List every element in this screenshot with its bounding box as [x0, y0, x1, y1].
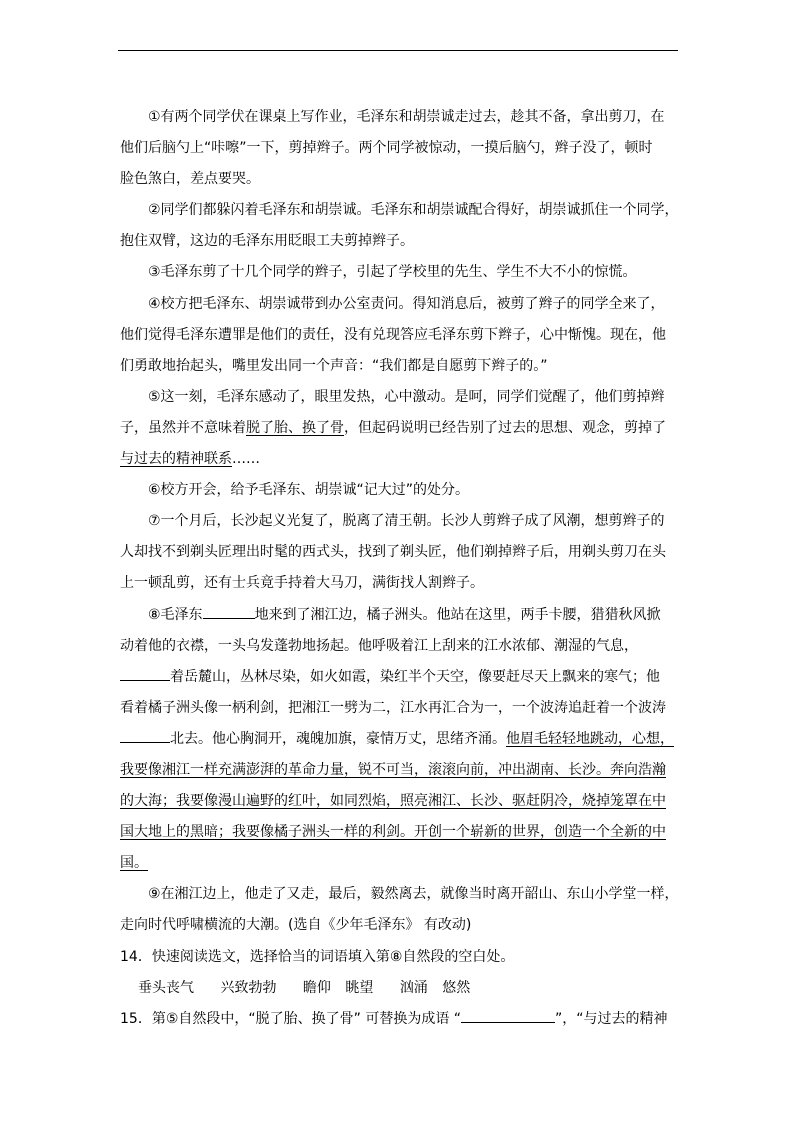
paragraph-2-line-2: 抱住双臂，这边的毛泽东用眨眼工夫剪掉辫子。: [120, 233, 414, 250]
paragraph-4-line-3: 们勇敢地抬起头，嘴里发出同一个声音：“我们都是自愿剪下辫子的。”: [120, 357, 548, 374]
p5-text-a: 子，虽然并不意味着: [120, 419, 246, 436]
answer-blank-15[interactable]: [461, 1008, 555, 1023]
paragraph-8-line-8: [120, 817, 680, 848]
paragraph-8-line-5: [120, 724, 680, 755]
fill-blank-1[interactable]: [203, 604, 255, 619]
word-option: 兴致勃勃: [220, 979, 277, 996]
fill-blank-3[interactable]: [120, 728, 170, 743]
p5-ellipsis: ……: [232, 451, 260, 468]
p8-underlined-5: 国。: [120, 855, 148, 872]
paragraph-1-line-3: 脸色煞白，差点要哭。: [120, 171, 260, 188]
paragraph-2-line-1: ②同学们都躲闪着毛泽东和胡崇诚。毛泽东和胡崇诚配合得好，胡崇诚抓住一个同学，: [148, 202, 679, 219]
paragraph-1-line-2: 他们后脑勺上“咔嚓”一下，剪掉辫子。两个同学被惊动，一摸后脑勺，辫子没了，顿时: [120, 140, 653, 157]
paragraph-6-line-1: ⑥校方开会，给予毛泽东、胡崇诚“记大过”的处分。: [148, 482, 470, 499]
question-14-word-bank: [120, 973, 680, 1004]
paragraph-5-line-1: ⑤这一刻，毛泽东感动了，眼里发热，心中激动。是呵，同学们觉醒了，他们剪掉辫: [148, 388, 665, 405]
paragraph-8-line-6: [120, 755, 680, 786]
p8-text-b: 地来到了湘江边，橘子洲头。他站在这里，两手卡腰，猎猎秋风掀: [254, 606, 661, 623]
word-option: 悠然: [442, 979, 471, 996]
paragraph-4-line-2: 他们觉得毛泽东遭罪是他们的责任，没有兑现答应毛泽东剪下辫子，心中惭愧。现在，他: [120, 326, 666, 343]
paragraph-7-line-3: 上一顿乱剪，还有士兵竟手持着大马刀，满街找人割辫子。: [120, 575, 484, 592]
p5-text-b: ，但起码说明已经告别了过去的思想、观念，剪掉了: [344, 419, 666, 436]
paragraph-9-line-1: ⑨在湘江边上，他走了又走，最后，毅然离去，就像当时离开韶山、东山小学堂一样，: [148, 886, 679, 903]
paragraph-3-line-1: ③毛泽东剪了十几个同学的辫子，引起了学校里的先生、学生不大不小的惊慌。: [148, 264, 637, 281]
question-14: 14．快速阅读选文，选择恰当的词语填入第⑧自然段的空白处。: [120, 948, 515, 965]
paragraph-1-line-1: ①有两个同学伏在课桌上写作业，毛泽东和胡崇诚走过去，趁其不备，拿出剪刀，在: [148, 109, 665, 125]
p5-underlined-phrase-2: 与过去的精神联系: [120, 451, 232, 468]
paragraph-5-line-2: [120, 413, 680, 444]
p8-text-d: 北去。他心胸洞开，魂魄加旗，豪情万丈，思绪齐涌。: [170, 730, 506, 747]
p8-underlined-3: 的大海；我要像漫山遍野的红叶，如同烈焰，照亮湘江、长沙、驱赶阴冷，烧掉笼罩在中: [120, 793, 666, 810]
paragraph-4-line-1: ④校方把毛泽东、胡崇诚带到办公室责问。得知消息后，被剪了辫子的同学全来了，: [148, 295, 665, 312]
paragraph-8-line-9: [120, 848, 680, 879]
p8-text-c: 着岳麓山，丛林尽染，如火如霞，染红半个天空，像要赶尽天上飘来的寒气；他: [170, 668, 660, 685]
paragraph-8-line-7: [120, 786, 680, 817]
q15-text-a: 15．第⑤自然段中，“脱了胎、换了骨” 可替换为成语 “: [120, 1010, 462, 1027]
word-option: 垂头丧气: [138, 979, 194, 996]
p8-underlined-4: 国大地上的黑暗；我要像橘子洲头一样的利剑。开创一个崭新的世界，创造一个全新的中: [120, 824, 666, 841]
paragraph-8-line-1: [120, 600, 680, 631]
word-option: 眺望: [345, 979, 374, 996]
paragraph-5-line-3: [120, 444, 680, 475]
p8-underlined-2: 我要像湘江一样充满澎湃的革命力量，锐不可当，滚滚向前，冲出湖南、长沙。奔向浩瀚: [120, 761, 666, 778]
paragraph-8-line-3: [120, 662, 680, 693]
word-option: 瞻仰: [302, 979, 331, 996]
paragraph-8-line-2: 动着他的衣襟，一头乌发蓬勃地扬起。他呼吸着江上刮来的江水浓郁、潮湿的气息，: [120, 637, 638, 654]
question-15: [120, 1004, 680, 1035]
header-rule: [118, 50, 678, 51]
fill-blank-2[interactable]: [120, 666, 170, 681]
p8-underlined-1: 他眉毛轻轻地跳动，心想，: [506, 730, 674, 747]
paragraph-8-line-4: 看着橘子洲头像一柄利剑，把湘江一劈为二，江水再汇合为一，一个波涛追赶着一个波涛: [120, 699, 666, 716]
paragraph-9-line-2: 走向时代呼啸横流的大潮。(选自《少年毛泽东》 有改动): [120, 917, 472, 934]
p8-text-a: ⑧毛泽东: [148, 606, 203, 623]
paragraph-7-line-2: 人却找不到剃头匠理出时髦的西式头，找到了剃头匠，他们剃掉辫子后，用剃头剪刀在头: [120, 544, 666, 561]
p5-underlined-phrase-1: 脱了胎、换了骨: [246, 419, 344, 436]
word-option: 汹涌: [399, 979, 428, 996]
document-body: [120, 102, 680, 1035]
q15-text-b: ”，“与过去的精神: [555, 1010, 668, 1027]
paragraph-7-line-1: ⑦一个月后，长沙起义光复了，脱离了清王朝。长沙人剪辫子成了风潮，想剪辫子的: [148, 513, 665, 530]
